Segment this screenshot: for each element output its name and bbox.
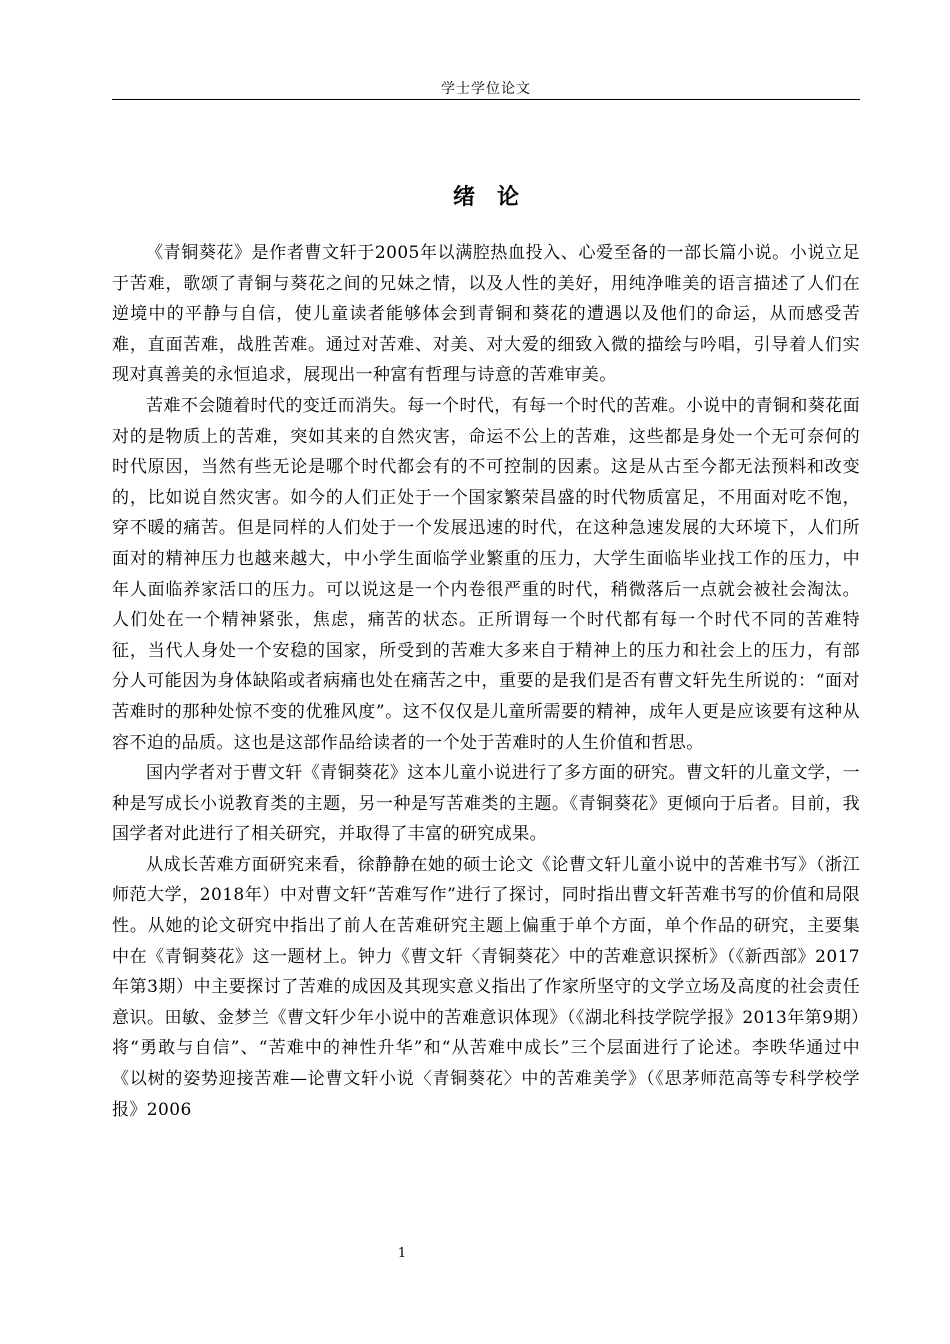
page-header: 学士学位论文 bbox=[441, 81, 531, 97]
paragraph: 《青铜葵花》是作者曹文轩于2005年以满腔热血投入、心爱至备的一部长篇小说。小说立足于苦难，歌颂了青铜与葵花之间的兄妹之情，以及人性的美好，用纯净唯美的语言描述了人们在逆境中的平静与自信，使儿童读者能够体会到青铜和葵花的遭遇以及他们的命运，从而感受苦难，直面苦难，战胜苦难。通过对苦难、对美、对大爱的细致入微的描绘与吟唱，引导着人们实现对真善美的永恒追求，展现出一种富有哲理与诗意的苦难审美。 bbox=[112, 243, 860, 386]
body-text bbox=[112, 238, 860, 1125]
header-rule bbox=[112, 99, 860, 100]
paragraph: 国内学者对于曹文轩《青铜葵花》这本儿童小说进行了多方面的研究。曹文轩的儿童文学，一种是写成长小说教育类的主题，另一种是写苦难类的主题。《青铜葵花》更倾向于后者。目前，我国学者对此进行了相关研究，并取得了丰富的研究成果。 bbox=[112, 763, 860, 845]
page-number: 1 bbox=[397, 1246, 407, 1261]
paragraph: 从成长苦难方面研究来看，徐静静在她的硕士论文《论曹文轩儿童小说中的苦难书写》（浙江师范大学，2018年）中对曹文轩“苦难写作”进行了探讨，同时指出曹文轩苦难书写的价值和局限性。从她的论文研究中指出了前人在苦难研究主题上偏重于单个方面，单个作品的研究，主要集中在《青铜葵花》这一题材上。钟力《曹文轩〈青铜葵花〉中的苦难意识探析》（《新西部》2017年第3期）中主要探讨了苦难的成因及其现实意义指出了作家所坚守的文学立场及高度的社会责任意识。田敏、金梦兰《曹文轩少年小说中的苦难意识体现》（《湖北科技学院学报》2013年第9期）将“勇敢与自信”、“苦难中的神性升华”和“从苦难中成长”三个层面进行了论述。李昳华通过中《以树的姿势迎接苦难—论曹文轩小说〈青铜葵花〉中的苦难美学》（《思茅师范高等专科学校学报》2006 bbox=[112, 854, 860, 1120]
paragraph: 苦难不会随着时代的变迁而消失。每一个时代，有每一个时代的苦难。小说中的青铜和葵花面对的是物质上的苦难，突如其来的自然灾害，命运不公上的苦难，这些都是身处一个无可奈何的时代原因，当然有些无论是哪个时代都会有的不可控制的因素。这是从古至今都无法预料和改变的，比如说自然灾害。如今的人们正处于一个国家繁荣昌盛的时代物质富足，不用面对吃不饱，穿不暖的痛苦。但是同样的人们处于一个发展迅速的时代，在这种急速发展的大环境下，人们所面对的精神压力也越来越大，中小学生面临学业繁重的压力，大学生面临毕业找工作的压力，中年人面临养家活口的压力。可以说这是一个内卷很严重的时代，稍微落后一点就会被社会淘汰。人们处在一个精神紧张，焦虑，痛苦的状态。正所谓每一个时代都有每一个时代不同的苦难特征，当代人身处一个安稳的国家，所受到的苦难大多来自于精神上的压力和社会上的压力，有部分人可能因为身体缺陷或者病痛也处在痛苦之中，重要的是我们是否有曹文轩先生所说的：“面对苦难时的那种处惊不变的优雅风度”。这不仅仅是儿童所需要的精神，成年人更是应该要有这种从容不迫的品质。这也是这部作品给读者的一个处于苦难时的人生价值和哲思。 bbox=[112, 395, 860, 753]
section-title: 绪论 bbox=[452, 184, 541, 210]
